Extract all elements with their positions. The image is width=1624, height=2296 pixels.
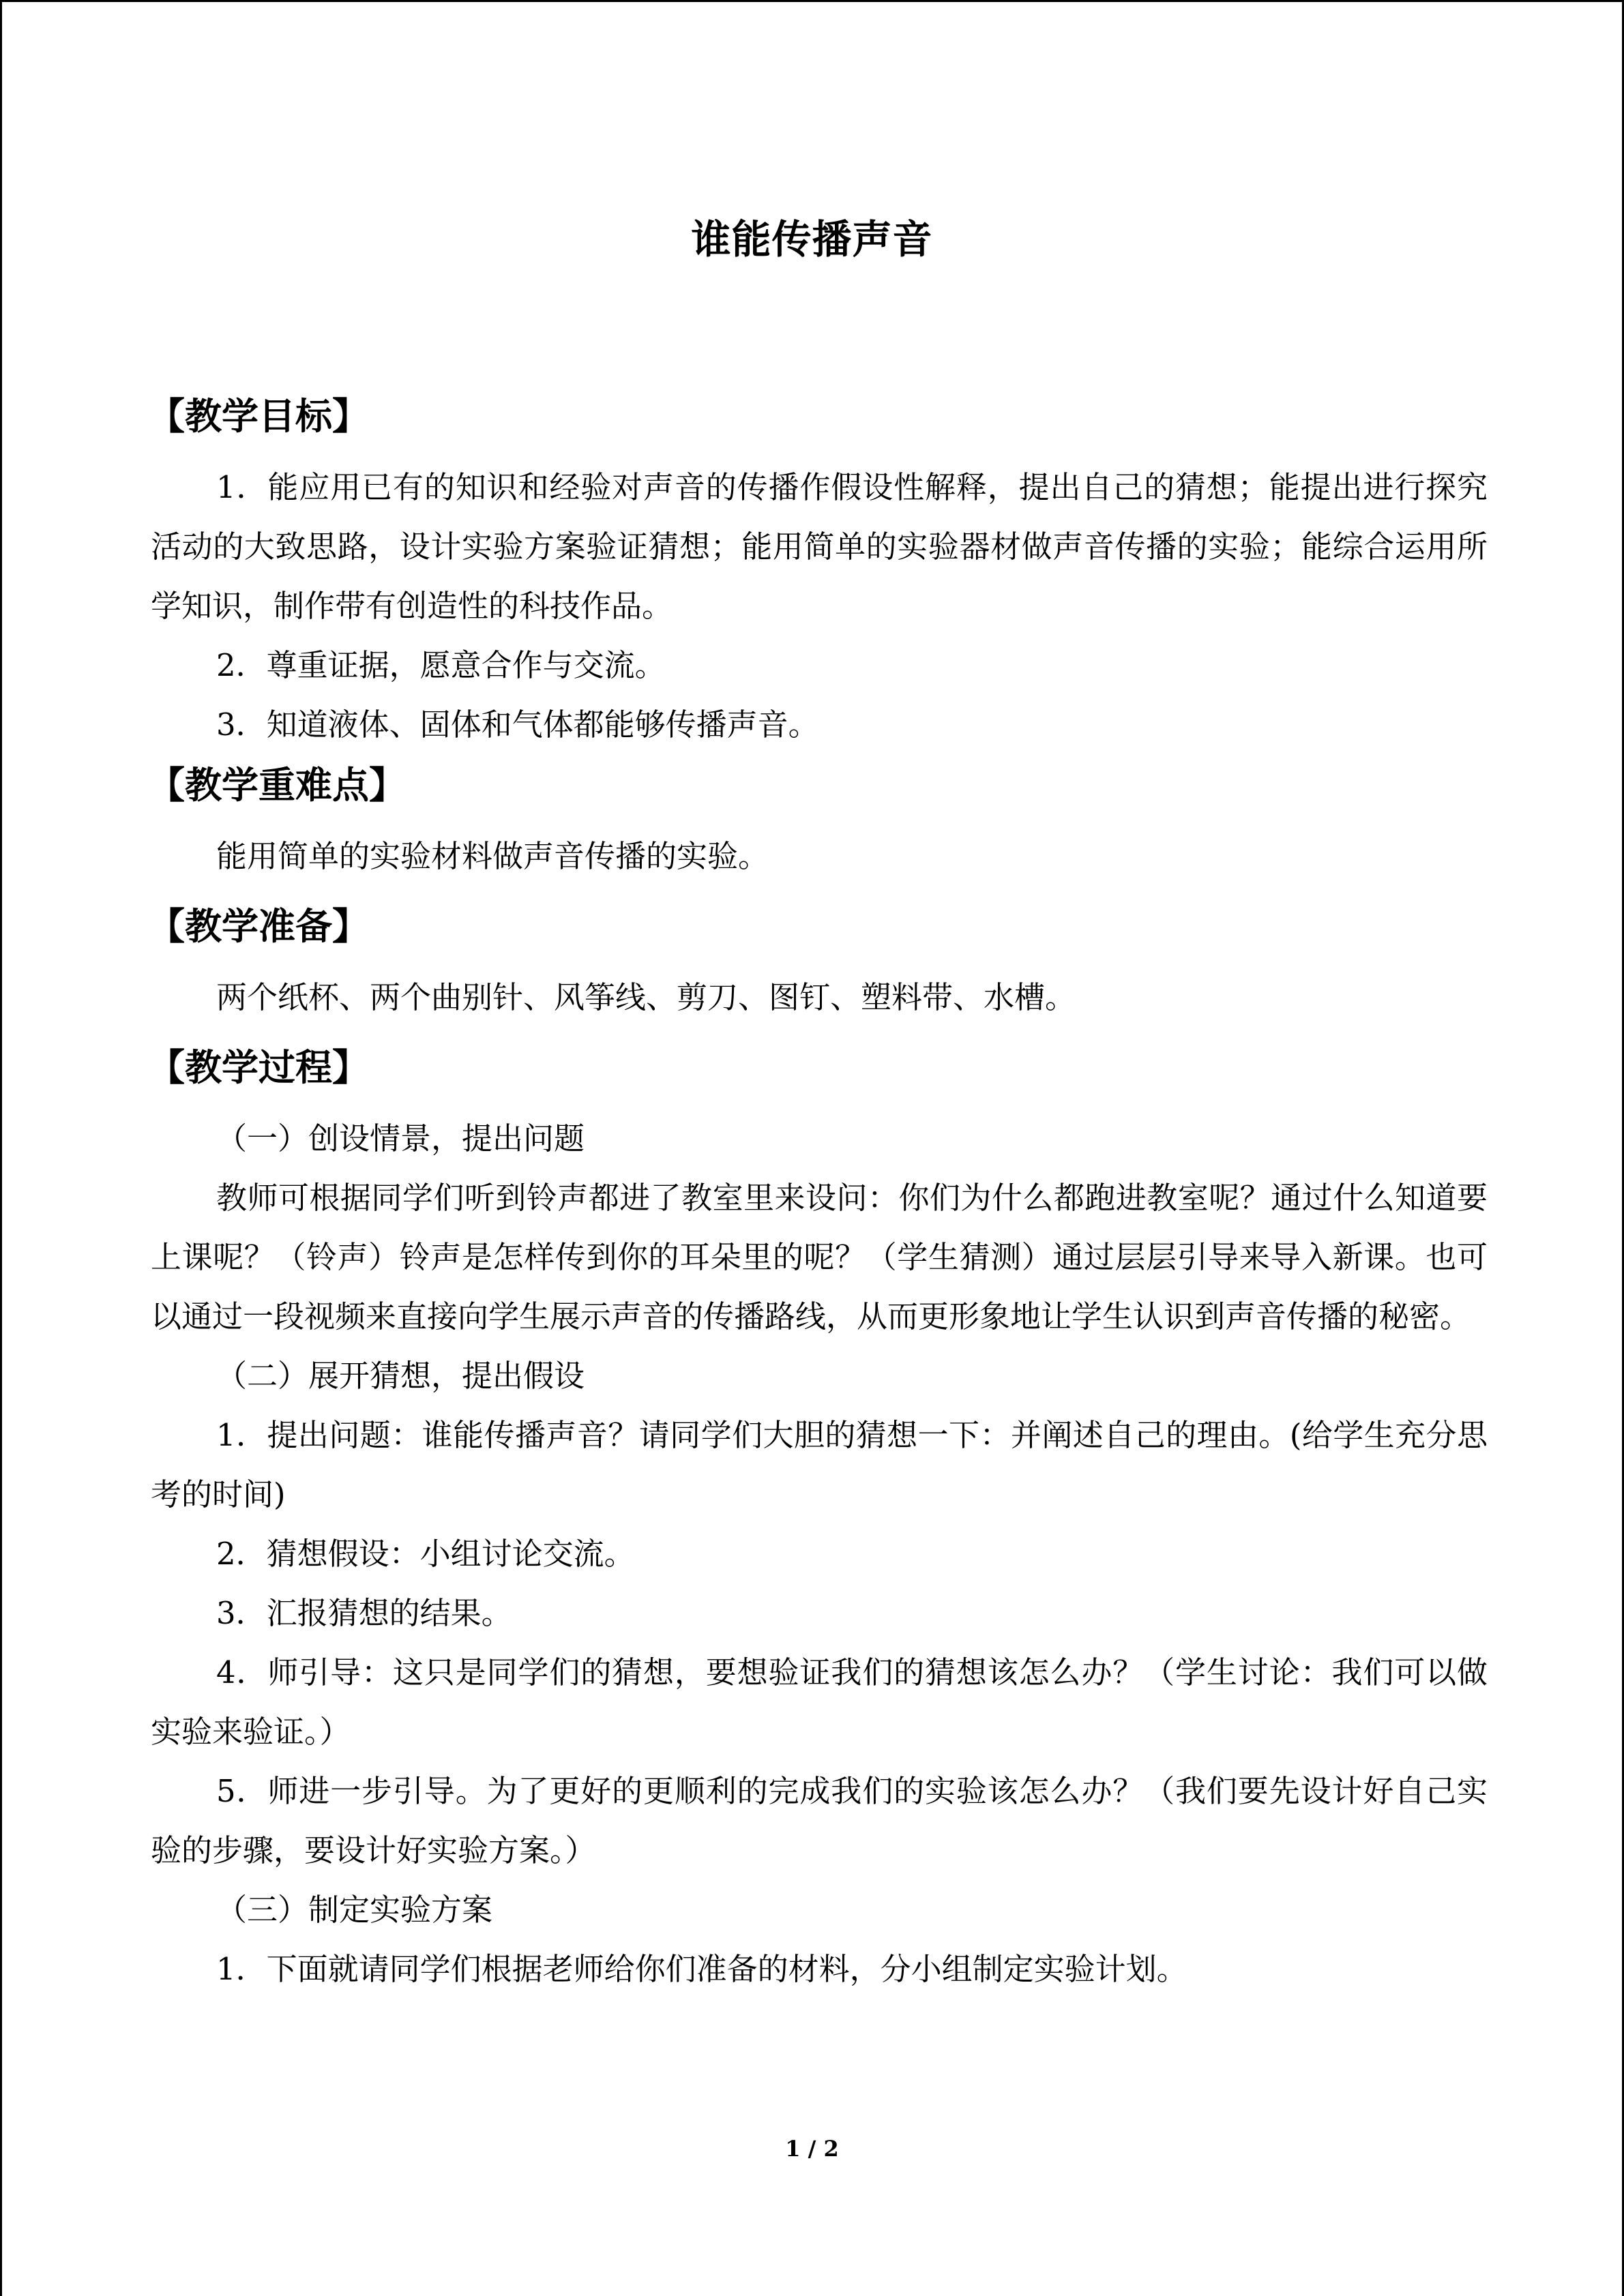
page-number: 1 / 2 [785, 2136, 839, 2162]
process-part2-item-5: 5．师进一步引导。为了更好的更顺利的完成我们的实验该怎么办？（我们要先设计好自己实验的步骤，要设计好实验方案。） [151, 1773, 1488, 1868]
document-title: 谁能传播声音 [691, 216, 933, 263]
preparation-text: 两个纸杯、两个曲别针、风筝线、剪刀、图钉、塑料带、水槽。 [216, 979, 1076, 1015]
process-part1-title: （一）创设情景，提出问题 [216, 1120, 585, 1157]
goal-item-3: 3．知道液体、固体和气体都能够传播声音。 [216, 706, 819, 743]
process-part2-title: （二）展开猜想，提出假设 [216, 1358, 585, 1394]
section-heading-preparation: 【教学准备】 [148, 905, 369, 948]
section-heading-goals: 【教学目标】 [148, 395, 369, 438]
process-part1-text: 教师可根据同学们听到铃声都进了教室里来设问：你们为什么都跑进教室呢？通过什么知道要上课呢？（铃声）铃声是怎样传到你的耳朵里的呢？（学生猜测）通过层层引导来导入新课。也可以通过一段视频来直接向学生展示声音的传播路线，从而更形象地让学生认识到声音传播的秘密。 [151, 1180, 1488, 1335]
section-heading-process: 【教学过程】 [148, 1046, 369, 1089]
process-part3-title: （三）制定实验方案 [216, 1892, 493, 1928]
process-part2-item-3: 3．汇报猜想的结果。 [216, 1595, 512, 1631]
process-part2-item-2: 2．猜想假设：小组讨论交流。 [216, 1536, 635, 1572]
key-points-text: 能用简单的实验材料做声音传播的实验。 [216, 838, 769, 874]
process-part2-item-4: 4．师引导：这只是同学们的猜想，要想验证我们的猜想该怎么办？（学生讨论：我们可以做实验来验证。） [151, 1654, 1488, 1750]
document-body [148, 385, 1488, 1999]
process-part2-item-1: 1．提出问题：谁能传播声音？请同学们大胆的猜想一下：并阐述自己的理由。(给学生充分思考的时间) [151, 1417, 1488, 1512]
goal-item-2: 2．尊重证据，愿意合作与交流。 [216, 647, 666, 683]
process-part3-item-1: 1．下面就请同学们根据老师给你们准备的材料，分小组制定实验计划。 [216, 1951, 1187, 1987]
goal-item-1: 1．能应用已有的知识和经验对声音的传播作假设性解释，提出自己的猜想；能提出进行探究活动的大致思路，设计实验方案验证猜想；能用简单的实验器材做声音传播的实验；能综合运用所学知识，制作带有创造性的科技作品。 [151, 469, 1488, 624]
section-heading-key-points: 【教学重难点】 [148, 764, 406, 807]
